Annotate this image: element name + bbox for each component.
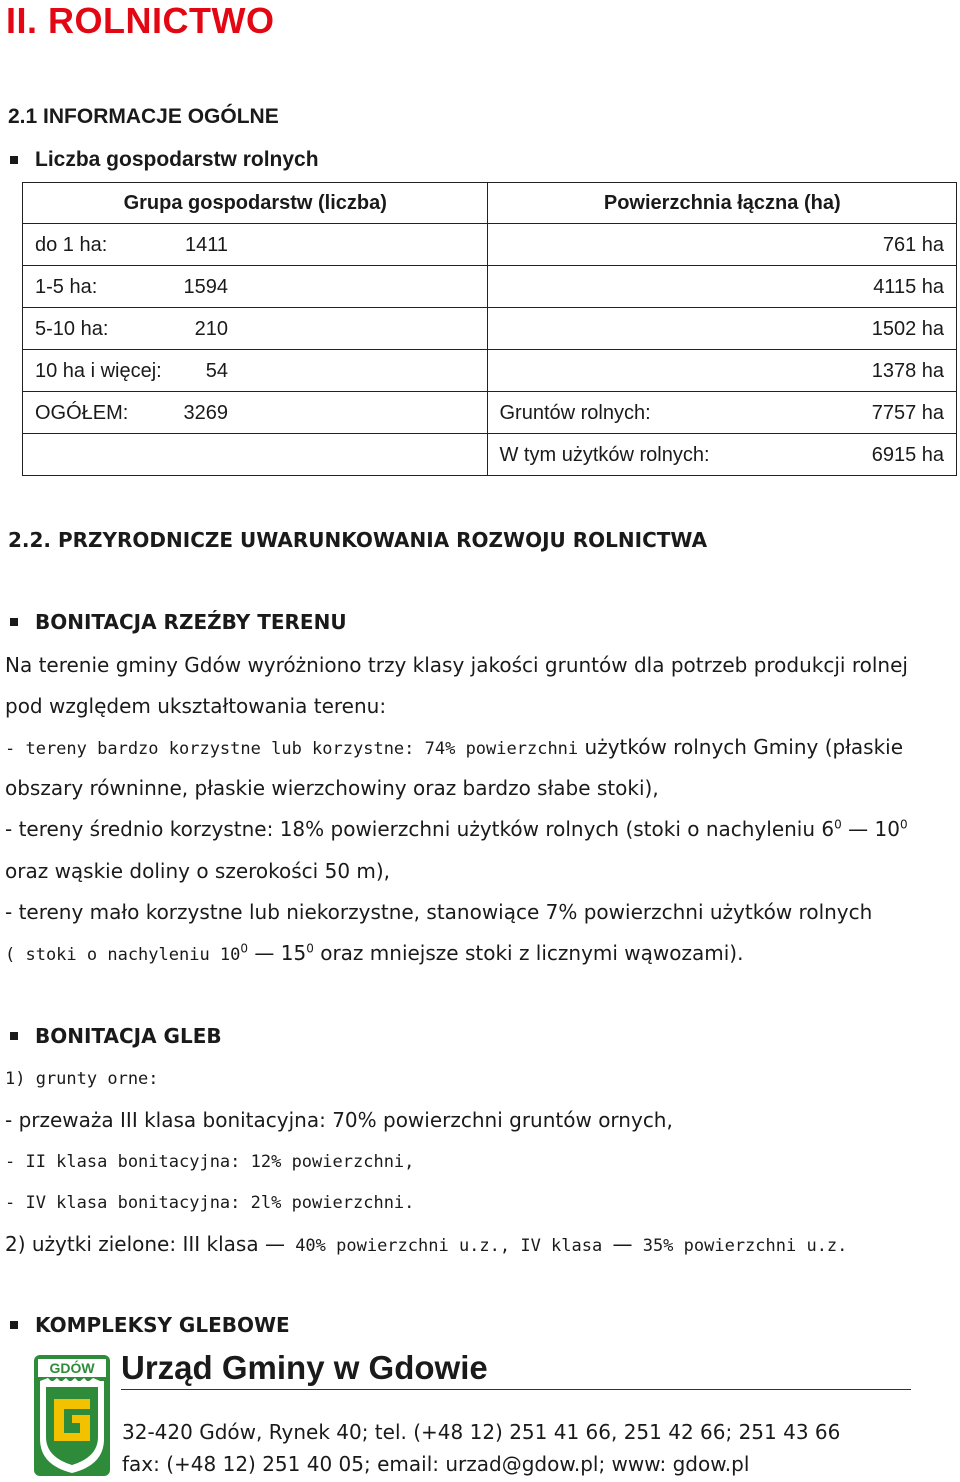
table-row-total bbox=[23, 392, 957, 434]
arable-value: 7757 ha bbox=[871, 402, 944, 424]
table-row bbox=[23, 350, 957, 392]
table-row-agri bbox=[23, 434, 957, 476]
arable-label: Gruntów rolnych: bbox=[499, 402, 651, 424]
list-item: 2) użytki zielone: III klasa — 40% powierzchni u.z., IV klasa — 35% powierzchni u.z. bbox=[5, 1232, 848, 1256]
bullet-label: BONITACJA GLEB bbox=[35, 1024, 222, 1048]
paragraph: Na terenie gminy Gdów wyróżniono trzy klasy jakości gruntów dla potrzeb produkcji rolnej bbox=[5, 653, 908, 677]
em-dash: — bbox=[258, 1232, 285, 1256]
table-row bbox=[23, 266, 957, 308]
area-value: 4115 ha bbox=[873, 276, 944, 298]
bullet-label: Liczba gospodarstw rolnych bbox=[35, 148, 319, 171]
table-row bbox=[23, 224, 957, 266]
paragraph: 1) grunty orne: bbox=[5, 1069, 159, 1089]
area-value: 1502 ha bbox=[871, 318, 944, 340]
list-item-continued: oraz wąskie doliny o szerokości 50 m), bbox=[5, 859, 391, 883]
list-item: - IV klasa bonitacyjna: 2l% powierzchni. bbox=[5, 1193, 415, 1213]
total-count: 3269 bbox=[183, 402, 228, 424]
footer-divider bbox=[121, 1389, 911, 1390]
section-heading-info: 2.1 INFORMACJE OGÓLNE bbox=[8, 105, 279, 128]
list-item: - II klasa bonitacyjna: 12% powierzchni, bbox=[5, 1152, 415, 1172]
area-value: 761 ha bbox=[882, 234, 944, 256]
agri-value: 6915 ha bbox=[871, 444, 944, 466]
square-bullet-icon bbox=[10, 1032, 18, 1040]
table-row bbox=[23, 308, 957, 350]
group-label: do 1 ha: bbox=[35, 234, 108, 256]
list-item-continued: ( stoki o nachyleniu $10^0$ — $15^0$ oraz mniejsze stoki z licznymi wąwozami). bbox=[5, 941, 744, 965]
agri-label: W tym użytków rolnych: bbox=[499, 444, 710, 466]
group-label: 10 ha i więcej: bbox=[35, 360, 162, 382]
footer-contact: fax: (+48 12) 251 40 05; email: urzad@gdow.pl; www: gdow.pl bbox=[122, 1452, 750, 1476]
list-item-continued: obszary równinne, płaskie wierzchowiny oraz bardzo słabe stoki), bbox=[5, 776, 659, 800]
area-value: 1378 ha bbox=[871, 360, 944, 382]
total-label: OGÓŁEM: bbox=[35, 402, 129, 424]
em-dash: — bbox=[612, 1232, 633, 1256]
square-bullet-icon bbox=[10, 1321, 18, 1329]
footer-address: 32-420 Gdów, Rynek 40; tel. (+48 12) 251 41 66, 251 42 66; 251 43 66 bbox=[122, 1420, 841, 1444]
square-bullet-icon bbox=[10, 156, 18, 164]
list-item: - tereny bardzo korzystne lub korzystne: 74% powierzchni użytków rolnych Gminy (płaskie bbox=[5, 735, 904, 759]
group-count: 1594 bbox=[183, 276, 228, 298]
square-bullet-icon bbox=[10, 618, 18, 626]
footer-title: Urząd Gminy w Gdowie bbox=[121, 1349, 488, 1386]
group-label: 1-5 ha: bbox=[35, 276, 98, 298]
group-label: 5-10 ha: bbox=[35, 318, 109, 340]
table-header: Grupa gospodarstw (liczba) bbox=[23, 183, 488, 224]
paragraph: pod względem ukształtowania terenu: bbox=[5, 694, 387, 718]
list-item: - tereny mało korzystne lub niekorzystne, stanowiące 7% powierzchni użytków rolnych bbox=[5, 900, 873, 924]
table-header-row bbox=[23, 183, 957, 224]
em-dash: — bbox=[248, 941, 275, 965]
bullet-soil bbox=[8, 1024, 222, 1048]
gdow-coat-of-arms-logo bbox=[32, 1353, 112, 1478]
logo-text: GDÓW bbox=[49, 1360, 95, 1376]
bullet-label: KOMPLEKSY GLEBOWE bbox=[35, 1313, 290, 1337]
farms-table bbox=[22, 182, 957, 476]
list-item: - przeważa III klasa bonitacyjna: 70% powierzchni gruntów ornych, bbox=[5, 1108, 673, 1132]
section-heading-conditions: 2.2. PRZYRODNICZE UWARUNKOWANIA ROZWOJU ROLNICTWA bbox=[8, 528, 708, 552]
table-header: Powierzchnia łączna (ha) bbox=[488, 183, 957, 224]
group-count: 54 bbox=[205, 360, 228, 382]
bullet-complex bbox=[8, 1313, 290, 1337]
em-dash: — bbox=[841, 817, 869, 841]
list-item: - tereny średnio korzystne: 18% powierzchni użytków rolnych (stoki o nachyleniu $6^0$ — $10^0$ bbox=[5, 817, 908, 841]
group-count: 1411 bbox=[184, 234, 228, 256]
group-count: 210 bbox=[194, 318, 228, 340]
bullet-relief bbox=[8, 610, 347, 634]
chapter-title: II. ROLNICTWO bbox=[6, 0, 275, 41]
bullet-label: BONITACJA RZEŹBY TERENU bbox=[35, 610, 347, 634]
bullet-farms bbox=[8, 148, 319, 172]
